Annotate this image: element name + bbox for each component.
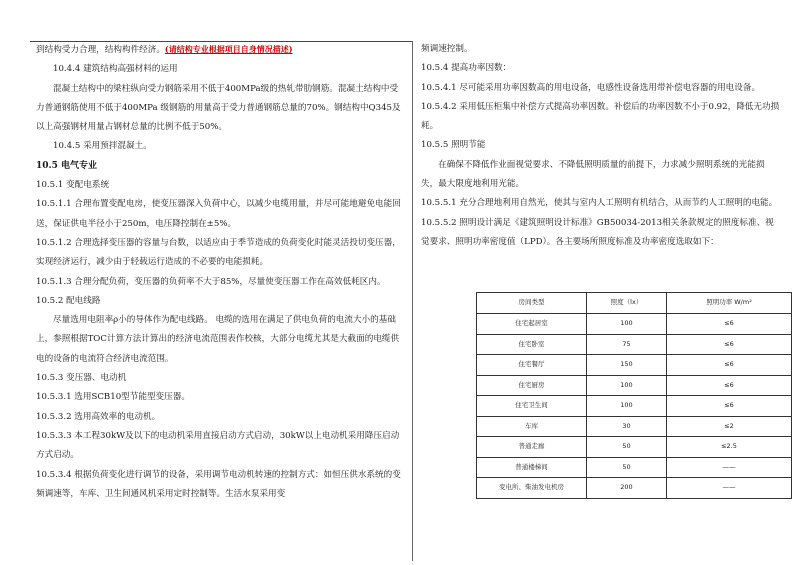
table-cell: ≤6 [667,355,792,376]
text: 到结构受力合理，结构构件经济。 [36,45,165,55]
table-cell: 50 [587,457,667,478]
section-heading: 10.5.4 提高功率因数： [421,63,512,74]
lighting-power-density-table [476,292,792,499]
left-column [36,40,406,504]
section-heading: 10.4.5 采用预拌混凝土。 [53,141,152,152]
paragraph: 10.5.4.1 尽可能采用功率因数高的用电设备，电感性设备选用带补偿电容器的用电设备。 [421,82,761,93]
table-cell: ≤6 [667,396,792,417]
paragraph: 10.5.1.2 合理选择变压器的容量与台数，以适应由于季节造成的负荷变化时能灵活投切变压器，实现经济运行，减少由于轻载运行造成的不必要的电能损耗。 [36,237,401,268]
paragraph: 10.5.5.2 照明设计满足《建筑照明设计标准》GB50034-2013相关条款规定的照度标准、视觉要求、照明功率密度值（LPD）。各主要场所照度标准及功率密度选取如下： [421,217,774,247]
table-row [477,334,792,355]
section-heading: 10.5.3 变压器、电动机 [36,373,127,384]
table-cell: ≤2.5 [667,437,792,458]
table-cell: 住宅卧室 [477,334,587,355]
table-cell: ≤6 [667,375,792,396]
paragraph: 10.5.1.3 合理分配负荷，变压器的负荷率不大于85%，尽量使变压器工作在高效低耗区内。 [36,276,386,287]
paragraph: 10.5.1.1 合理布置变配电房，使变压器深入负荷中心，以减少电缆用量，并尽可能地避免电能回送，保证供电半径小于250m，电压降控制在±5%。 [36,199,401,229]
section-heading: 10.5.5 照明节能 [421,140,486,151]
table-header-row [477,293,792,314]
column-divider [412,41,413,561]
table-cell: 住宅起居室 [477,314,587,335]
table-cell: 变电所、柴油发电机房 [477,478,587,499]
table-row [477,416,792,437]
table-cell: 200 [587,478,667,499]
paragraph: 在确保不降低作业面视觉要求、不降低照明质量的前提下，力求减少照明系统的光能损失，最大限度地利用光能。 [421,159,765,190]
table-cell: 普通走廊 [477,437,587,458]
table-cell: 100 [587,314,667,335]
paragraph: 10.5.3.3 本工程30kW及以下的电动机采用直接启动方式启动，30kW以上电动机采用降压启动方式启动。 [36,430,400,461]
table-cell: —— [667,478,792,499]
table-row [477,314,792,335]
table-cell: 100 [587,375,667,396]
paragraph: 10.5.3.2 选用高效率的电动机。 [36,411,161,422]
table-cell: 75 [587,334,667,355]
section-heading: 10.5.1 变配电系统 [36,180,110,191]
paragraph: 10.5.5.1 充分合理地利用自然光，使其与室内人工照明有机结合，从而节约人工照明的电能。 [421,198,778,209]
table-cell: 50 [587,437,667,458]
paragraph: 频调速控制。 [421,44,473,54]
table-cell: 住宅卫生间 [477,396,587,417]
table-cell: ≤6 [667,314,792,335]
column-header: 房间类型 [477,293,587,314]
paragraph: 混凝土结构中的梁柱纵向受力钢筋采用不低于400MPa级的热轧带肋钢筋。混凝土结构中受力普通钢筋使用不低于400MPa 级钢筋的用量高于受力普通钢筋总量的70%。钢结构中Q345及以上高强钢材用量占钢材总量的比例不低于50%。 [36,83,401,133]
column-header: 照明功率 W/m² [667,293,792,314]
table-cell: 30 [587,416,667,437]
paragraph: 10.5.3.1 选用SCB10型节能型变压器。 [36,392,190,403]
table-cell: ≤6 [667,334,792,355]
table-cell: 车库 [477,416,587,437]
paragraph [36,40,406,60]
table-cell: 住宅餐厅 [477,355,587,376]
table-row [477,478,792,499]
table-cell: 150 [587,355,667,376]
paragraph: 10.5.4.2 采用低压柜集中补偿方式提高功率因数。补偿后的功率因数不小于0.92，降低无功损耗。 [421,101,780,132]
table-cell: ≤2 [667,416,792,437]
table-row [477,396,792,417]
table-row [477,457,792,478]
section-heading: 10.4.4 建筑结构高强材料的运用 [53,64,178,75]
chapter-heading: 10.5 电气专业 [36,160,98,171]
table-row [477,437,792,458]
red-note: (请结构专业根据项目自身情况描述) [164,44,293,54]
table-cell: 住宅厨房 [477,375,587,396]
table-cell: 普通楼梯间 [477,457,587,478]
paragraph: 10.5.3.4 根据负荷变化进行调节的设备，采用调节电动机转速的控制方式：如恒压供水系统的变频调速等，车库、卫生间通风机采用定时控制等。生活水泵采用变 [36,469,401,499]
paragraph: 尽量选用电阻率ρ小的导体作为配电线路。 电缆的选用在满足了供电负荷的电流大小的基础上，参照根据TOC计算方法计算出的经济电流范围表作校核，大部分电缆尤其是大截面的电缆供电的设备的电流符合经济电流范围。 [36,315,400,364]
right-column [421,40,781,252]
table-row [477,375,792,396]
section-heading: 10.5.2 配电线路 [36,295,101,306]
table-cell: 100 [587,396,667,417]
table-row [477,355,792,376]
column-header: 照度（lx） [587,293,667,314]
table-cell: —— [667,457,792,478]
